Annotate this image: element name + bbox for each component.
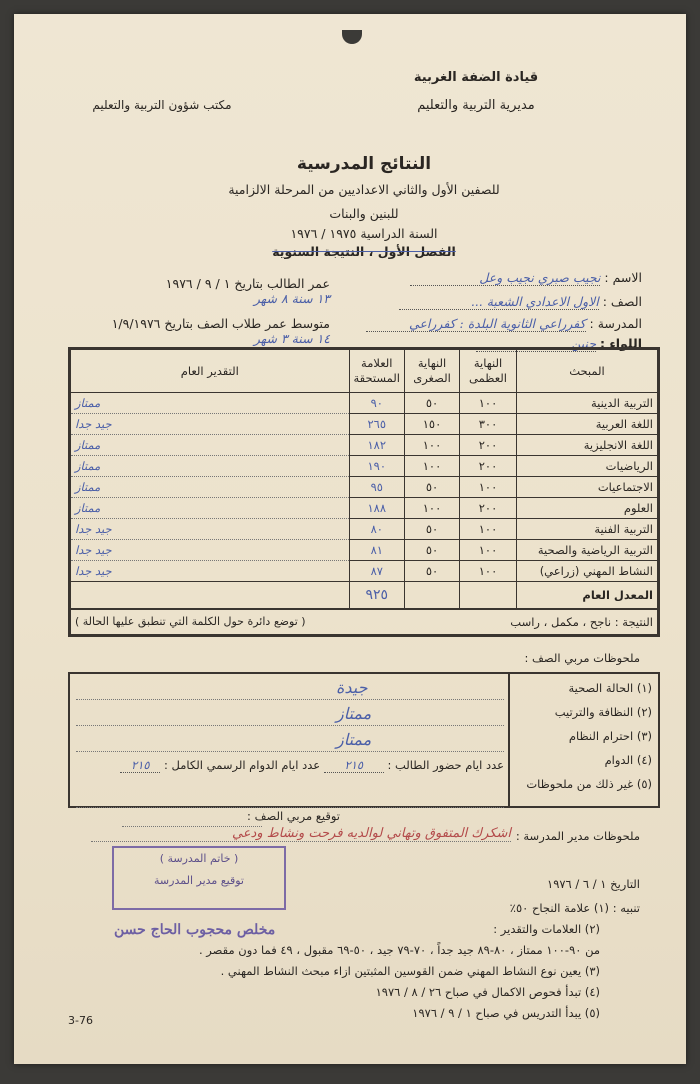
total-max-cell	[460, 582, 517, 610]
conduct-item: (٣) احترام النظام	[568, 729, 652, 743]
min-cell: ٥٠	[405, 477, 460, 498]
grade-cell: ١٩٠	[349, 456, 404, 477]
table-row	[71, 414, 658, 435]
max-cell: ١٠٠	[460, 540, 517, 561]
subject-cell: العلوم	[517, 498, 658, 519]
school-label: المدرسة :	[589, 316, 642, 331]
attendance-label: عدد ايام حضور الطالب :	[387, 758, 504, 772]
grade-cell: ٩٠	[349, 393, 404, 414]
note-line: (٢) العلامات والتقدير :	[493, 922, 600, 936]
header-estimate: التقدير العام	[71, 350, 350, 393]
max-cell: ١٠٠	[460, 393, 517, 414]
class-label: الصف :	[602, 294, 642, 309]
conduct-items	[508, 674, 658, 806]
min-cell: ١٠٠	[405, 498, 460, 519]
document-subtitle: للصفين الأول والثاني الاعداديين من المرحلة الالزامية	[228, 182, 500, 197]
authority-name: قيادة الضفة الغربية	[413, 70, 539, 85]
estimate-cell: جيد جدا	[71, 414, 350, 435]
document-title: النتائج المدرسية	[296, 154, 432, 174]
subject-cell: الرياضيات	[517, 456, 658, 477]
subject-cell: التربية الرياضية والصحية	[517, 540, 658, 561]
result-cell	[71, 609, 658, 635]
teacher-signature-label: توقيع مربي الصف :	[247, 809, 340, 823]
conduct-line	[76, 678, 504, 700]
header-got: العلامة المستحقة	[349, 350, 404, 393]
table-row	[71, 393, 658, 414]
note-line: (٤) تبدأ فحوص الاكمال في صباح ٢٦ / ٨ / ١٩٧٦	[375, 985, 600, 999]
min-cell: ٥٠	[405, 393, 460, 414]
avg-age-value: ١٤ سنة ٣ شهر	[253, 331, 330, 346]
conduct-item: (٤) الدوام	[604, 753, 652, 767]
subject-cell: النشاط المهني (زراعي)	[517, 561, 658, 582]
min-cell: ١٠٠	[405, 456, 460, 477]
notes-section	[40, 898, 640, 1024]
estimate-cell: ممتاز	[71, 498, 350, 519]
min-cell: ٥٠	[405, 519, 460, 540]
grades-header-row	[71, 350, 658, 393]
subject-cell: الاجتماعيات	[517, 477, 658, 498]
school-value: كفرراعي الثانوية البلدة : كفرراعي	[366, 316, 586, 332]
conduct-item: (٥) غير ذلك من ملحوظات	[526, 777, 652, 791]
grade-cell: ٨٧	[349, 561, 404, 582]
max-cell: ٣٠٠	[460, 414, 517, 435]
age-value: ١٣ سنة ٨ شهر	[253, 291, 330, 306]
total-label: المعدل العام	[517, 582, 658, 610]
header-min: النهاية الصغرى	[405, 350, 460, 393]
conduct-line	[76, 730, 504, 752]
estimate-cell: ممتاز	[71, 393, 350, 414]
official-days-value: ٢١٥	[120, 758, 160, 773]
conduct-line	[76, 786, 504, 808]
table-row	[71, 498, 658, 519]
table-row	[71, 477, 658, 498]
school-year: السنة الدراسية ١٩٧٥ / ١٩٧٦	[290, 226, 438, 241]
gender-line: للبنين والبنات	[329, 206, 399, 221]
max-cell: ١٠٠	[460, 519, 517, 540]
table-row	[71, 561, 658, 582]
district-label: اللواء :	[600, 336, 642, 351]
conduct-item: (١) الحالة الصحية	[568, 681, 652, 695]
director-signature: مخلص محجوب الحاج حسن	[114, 922, 276, 938]
document-page	[14, 14, 686, 1064]
note-line: (١) علامة النجاح ٥٠٪	[509, 901, 610, 915]
teacher-signature-line	[122, 812, 262, 827]
grades-table	[68, 347, 660, 637]
subject-cell: اللغة العربية	[517, 414, 658, 435]
date-label: التاريخ ١ / ٦ / ١٩٧٦	[547, 877, 640, 891]
min-cell: ٥٠	[405, 540, 460, 561]
conduct-section-label: ملحوظات مربي الصف :	[524, 651, 640, 665]
notes-heading	[40, 898, 640, 919]
student-age	[70, 276, 330, 306]
estimate-cell: جيد جدا	[71, 561, 350, 582]
total-value: ٩٢٥	[349, 582, 404, 610]
table-row	[71, 456, 658, 477]
attendance-value: ٢١٥	[324, 758, 384, 773]
table-row	[71, 519, 658, 540]
min-cell: ٥٠	[405, 561, 460, 582]
student-name-row	[382, 270, 642, 286]
principal-notes-label: ملحوظات مدير المدرسة :	[515, 829, 640, 843]
term-line: الفصل الأول ، النتيجة السنوية	[272, 244, 456, 259]
estimate-cell: ممتاز	[71, 477, 350, 498]
header-max: النهاية العظمى	[460, 350, 517, 393]
total-estimate-cell	[71, 582, 350, 610]
stamp-signature-label: توقيع مدير المدرسة	[154, 874, 244, 887]
name-value: نجيب صبري نجيب وعل	[410, 270, 600, 286]
min-cell: ١٠٠	[405, 435, 460, 456]
max-cell: ٢٠٠	[460, 456, 517, 477]
grade-cell: ٢٦٥	[349, 414, 404, 435]
max-cell: ٢٠٠	[460, 435, 517, 456]
stamp-label: ( خاتم المدرسة )	[159, 852, 239, 865]
average-age	[70, 316, 330, 346]
class-value: الاول الاعدادي الشعبة ...	[399, 294, 599, 310]
max-cell: ٢٠٠	[460, 498, 517, 519]
office-name: مكتب شؤون التربية والتعليم	[92, 98, 232, 112]
name-label: الاسم :	[604, 270, 642, 285]
note-line: (٣) يعين نوع النشاط المهني ضمن القوسين المثبتين ازاء مبحث النشاط المهني .	[220, 964, 600, 978]
conduct-value: جيدة	[336, 678, 368, 697]
subject-cell: التربية الفنية	[517, 519, 658, 540]
principal-notes-value: اشكرك المتفوق وتهاني لوالديه فرحت ونشاط ودعي	[91, 826, 511, 842]
grade-cell: ٨٠	[349, 519, 404, 540]
conduct-value: ممتاز	[336, 730, 372, 749]
estimate-cell: ممتاز	[71, 435, 350, 456]
header-subject: المبحث	[517, 350, 658, 393]
min-cell: ١٥٠	[405, 414, 460, 435]
avg-age-label: متوسط عمر طلاب الصف بتاريخ ١/٩/١٩٧٦	[111, 316, 330, 331]
note-line: (٥) يبدأ التدريس في صباح ١ / ٩ / ١٩٧٦	[412, 1006, 600, 1020]
conduct-item: (٢) النظافة والترتيب	[554, 705, 652, 719]
age-label: عمر الطالب بتاريخ ١ / ٩ / ١٩٧٦	[165, 276, 330, 291]
district-value: جنين	[476, 336, 596, 352]
conduct-line	[76, 704, 504, 726]
max-cell: ١٠٠	[460, 561, 517, 582]
table-row	[71, 540, 658, 561]
table-row	[71, 435, 658, 456]
paper-tear	[342, 30, 362, 44]
header-authority	[326, 64, 626, 120]
conduct-box	[68, 672, 660, 808]
note-line: من ٩٠-١٠٠ ممتاز ، ٨٠-٨٩ جيد جداً ، ٧٠-٧٩ جيد ، ٥٠-٦٩ مقبول ، ٤٩ فما دون مقصر .	[199, 943, 600, 957]
estimate-cell: جيد جدا	[71, 519, 350, 540]
grade-cell: ١٨٢	[349, 435, 404, 456]
directorate-name: مديرية التربية والتعليم	[417, 98, 535, 113]
conduct-values	[76, 674, 504, 808]
conduct-value: ممتاز	[336, 704, 372, 723]
form-code: 3-76	[68, 1014, 93, 1027]
subject-cell: اللغة الانجليزية	[517, 435, 658, 456]
estimate-cell: ممتاز	[71, 456, 350, 477]
grade-cell: ١٨٨	[349, 498, 404, 519]
max-cell: ١٠٠	[460, 477, 517, 498]
student-class-row	[382, 294, 642, 310]
grade-cell: ٩٥	[349, 477, 404, 498]
total-row	[71, 582, 658, 610]
result-hint: ( توضع دائرة حول الكلمة التي تنطبق عليها الحالة )	[75, 615, 306, 628]
result-row	[71, 609, 658, 635]
grade-cell: ٨١	[349, 540, 404, 561]
result-line: النتيجة : ناجح ، مكمل ، راسب	[510, 615, 653, 629]
notes-heading-text: تنبيه :	[612, 901, 640, 915]
student-school-row	[352, 316, 642, 332]
official-days-label: عدد ايام الدوام الرسمي الكامل :	[164, 758, 321, 772]
attendance-line	[76, 758, 504, 782]
estimate-cell: جيد جدا	[71, 540, 350, 561]
subject-cell: التربية الدينية	[517, 393, 658, 414]
total-min-cell	[405, 582, 460, 610]
